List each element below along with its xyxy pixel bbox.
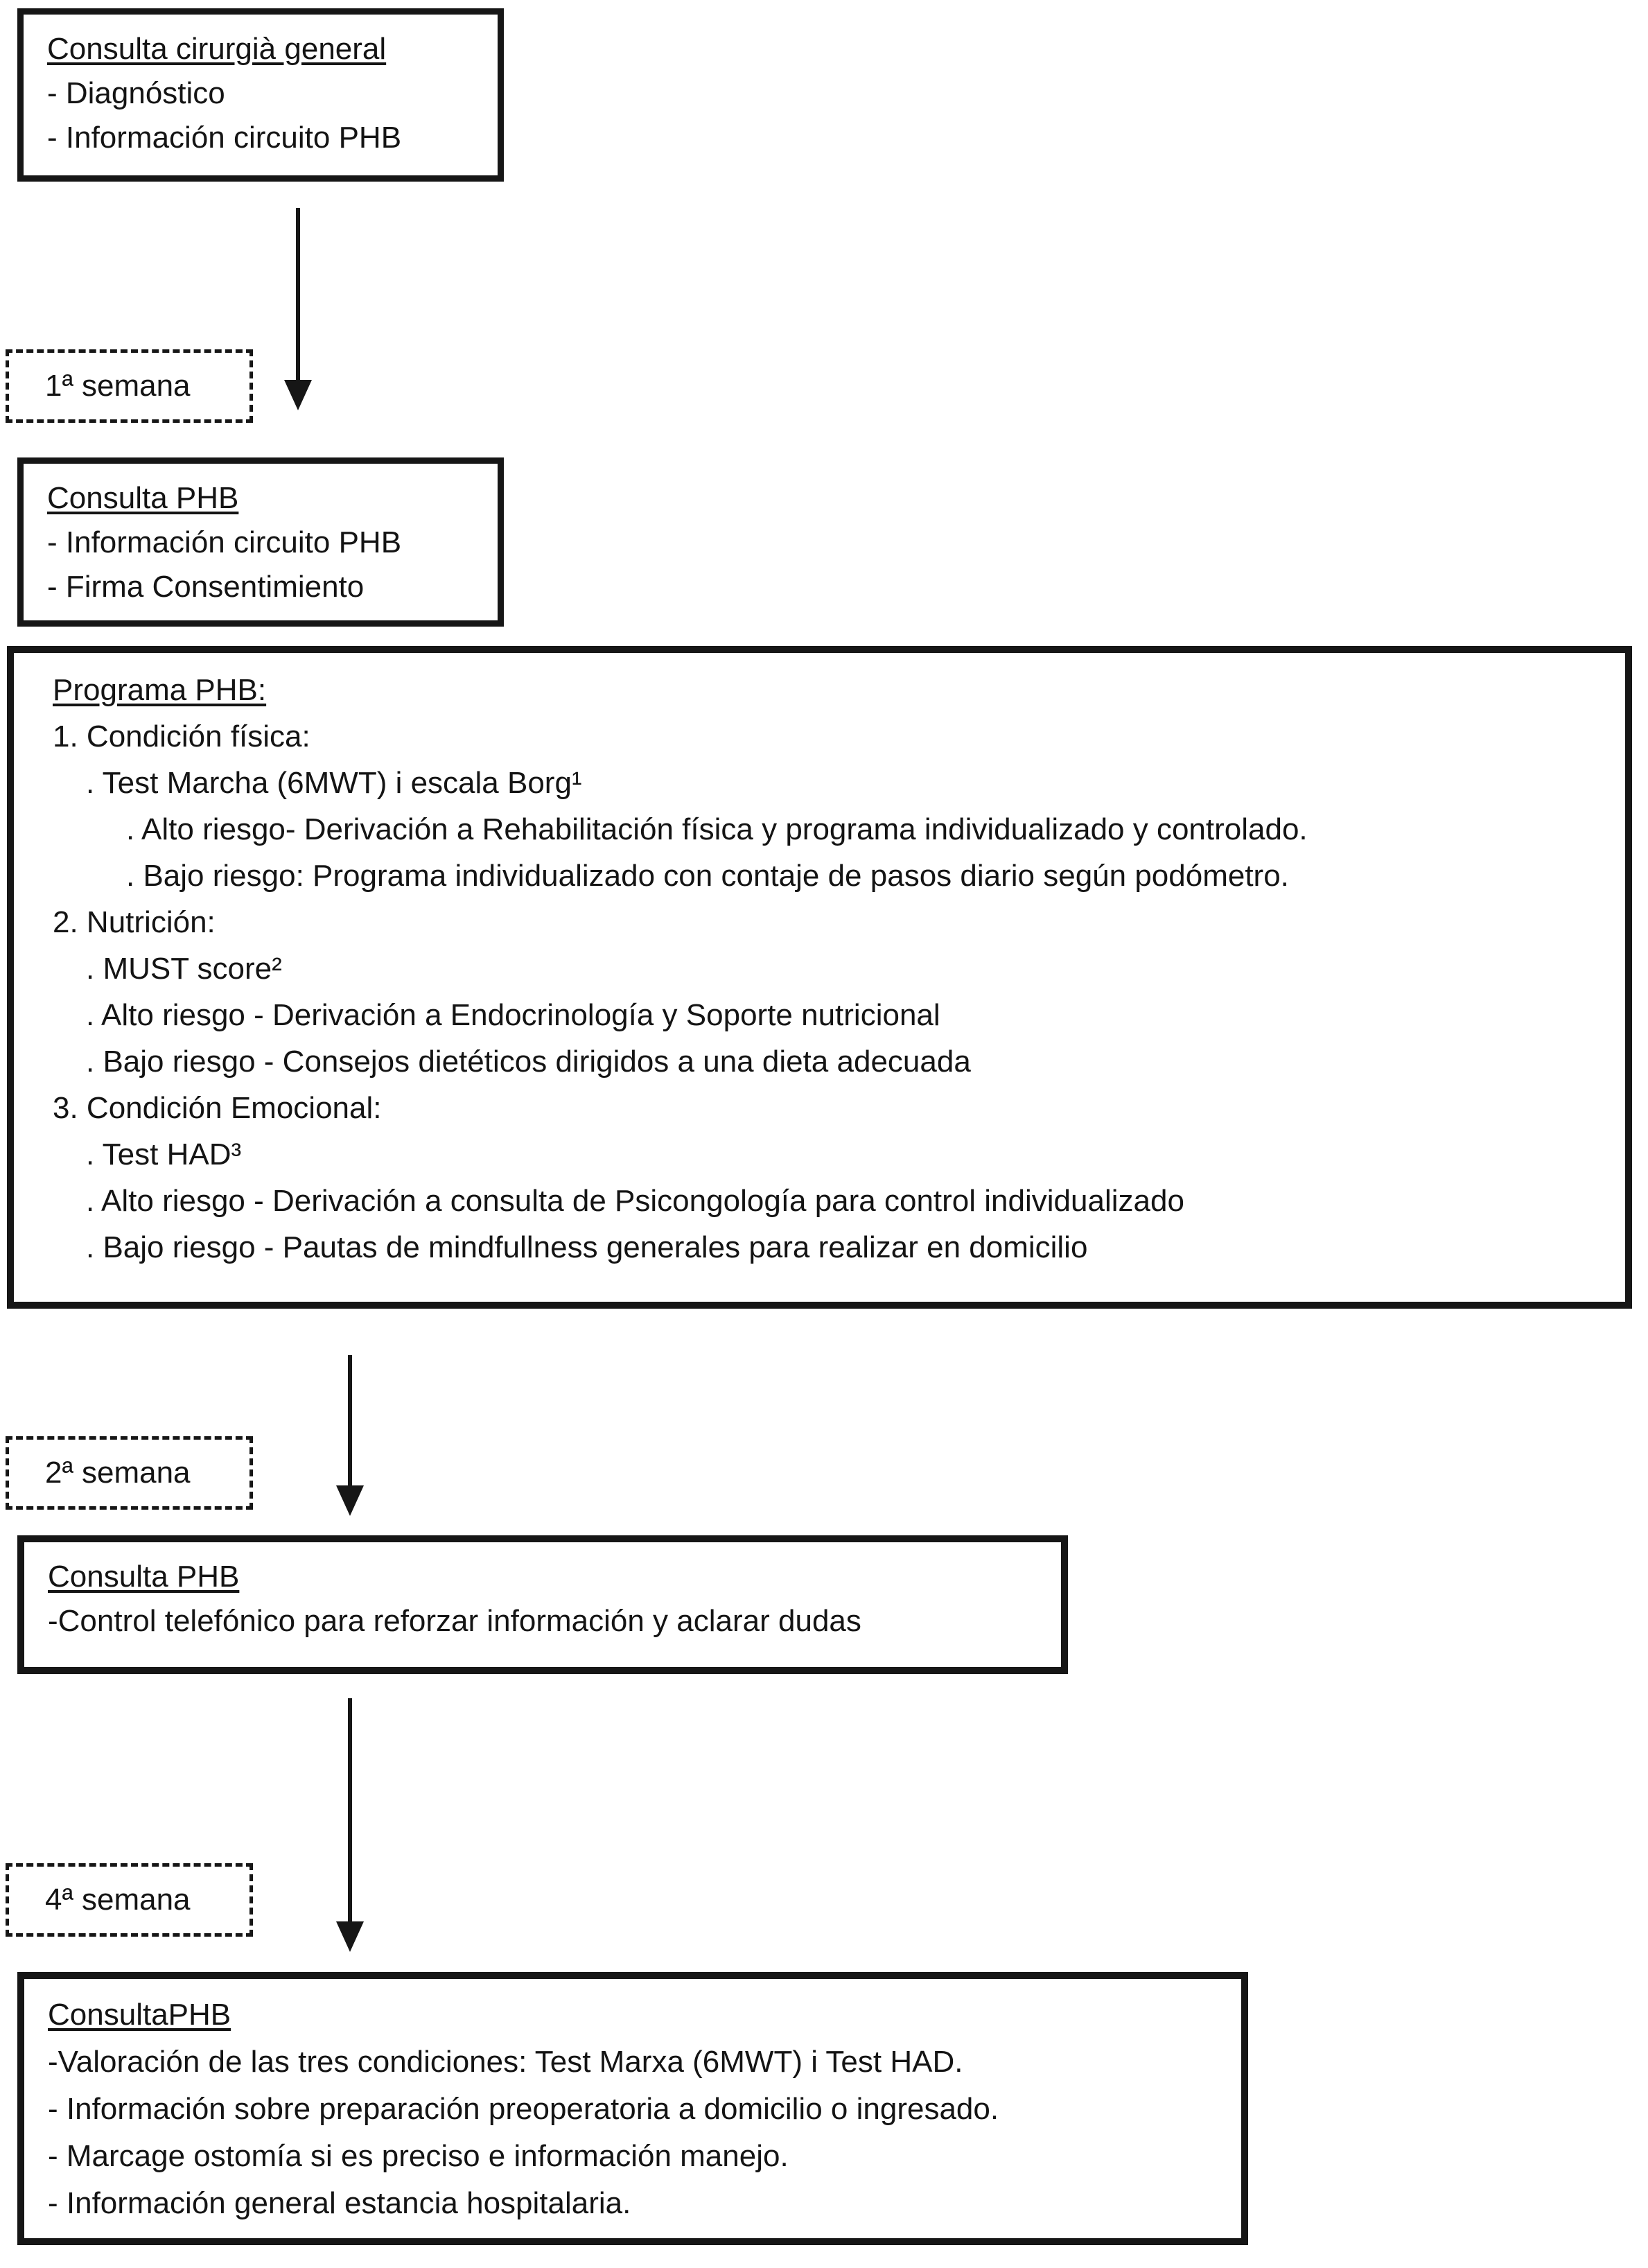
- phb-consult-2-title: Consulta PHB: [48, 1560, 240, 1594]
- phb-consult-box-2: [17, 1535, 1068, 1674]
- arrow-shaft: [348, 1355, 352, 1487]
- surgery-consult-title: Consulta cirurgià general: [47, 32, 387, 66]
- phb-consult-1-item: - Firma Consentimiento: [47, 570, 365, 604]
- week-1-label-box: [6, 349, 253, 423]
- arrow-shaft: [348, 1698, 352, 1923]
- phb-consult-3-item: - Información sobre preparación preoperatoria a domicilio o ingresado.: [48, 2092, 999, 2126]
- flow-arrow-2: [336, 1355, 364, 1516]
- week-4-label-box: [6, 1863, 253, 1937]
- phb-program-box: [7, 646, 1632, 1309]
- phb-consult-2-item: -Control telefónico para reforzar información y aclarar dudas: [48, 1604, 861, 1638]
- phb-consult-1-title: Consulta PHB: [47, 481, 239, 515]
- week-4-label: 4ª semana: [45, 1883, 191, 1917]
- program-item: . Bajo riesgo - Pautas de mindfullness generales para realizar en domicilio: [86, 1230, 1088, 1264]
- arrow-head-icon: [284, 380, 312, 410]
- program-item: 2. Nutrición:: [53, 905, 216, 939]
- program-item: . Alto riesgo- Derivación a Rehabilitación física y programa individualizado y controlado.: [126, 812, 1308, 846]
- week-1-label: 1ª semana: [45, 369, 191, 403]
- phb-program-title: Programa PHB:: [53, 673, 267, 707]
- phb-consult-3-item: - Información general estancia hospitalaria.: [48, 2186, 631, 2220]
- surgery-consult-item: - Información circuito PHB: [47, 121, 402, 155]
- arrow-head-icon: [336, 1485, 364, 1516]
- arrow-head-icon: [336, 1921, 364, 1952]
- program-item: . Alto riesgo - Derivación a consulta de Psicongología para control individualizado: [86, 1184, 1184, 1218]
- flow-arrow-1: [284, 208, 312, 410]
- program-item: 3. Condición Emocional:: [53, 1091, 382, 1125]
- surgery-consult-item: - Diagnóstico: [47, 76, 225, 110]
- surgery-consult-box: [17, 8, 504, 182]
- program-item: . Test HAD³: [86, 1137, 242, 1171]
- phb-consult-box-3: [17, 1972, 1248, 2245]
- phb-consult-box-1: [17, 457, 504, 627]
- program-item: . Alto riesgo - Derivación a Endocrinología y Soporte nutricional: [86, 998, 940, 1032]
- week-2-label-box: [6, 1436, 253, 1510]
- program-item: . Bajo riesgo: Programa individualizado con contaje de pasos diario según podómetro.: [126, 859, 1289, 893]
- arrow-shaft: [296, 208, 300, 381]
- phb-consult-1-item: - Información circuito PHB: [47, 525, 402, 559]
- program-item: . Bajo riesgo - Consejos dietéticos dirigidos a una dieta adecuada: [86, 1045, 971, 1079]
- phb-consult-3-item: - Marcage ostomía si es preciso e información manejo.: [48, 2139, 789, 2173]
- phb-consult-3-title: ConsultaPHB: [48, 1998, 231, 2032]
- program-item: 1. Condición física:: [53, 719, 310, 753]
- phb-consult-3-item: -Valoración de las tres condiciones: Test Marxa (6MWT) i Test HAD.: [48, 2045, 963, 2079]
- program-item: . Test Marcha (6MWT) i escala Borg¹: [86, 766, 582, 800]
- flow-arrow-3: [336, 1698, 364, 1952]
- program-item: . MUST score²: [86, 952, 282, 986]
- week-2-label: 2ª semana: [45, 1456, 191, 1490]
